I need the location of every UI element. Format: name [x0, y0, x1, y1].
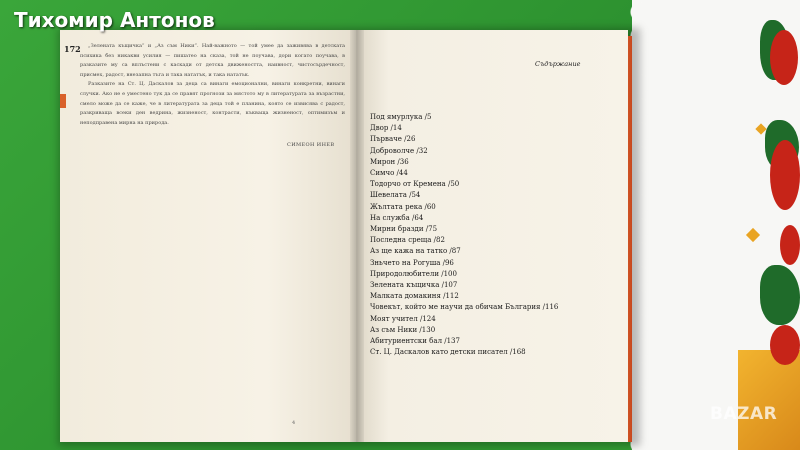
- toc-item: На служба /64: [370, 213, 424, 222]
- red-decoration: [780, 225, 800, 265]
- toc-item: Зньчето на Рогуша /96: [370, 258, 454, 267]
- toc-item: Доброволче /32: [370, 146, 428, 155]
- toc-item: Мирон /36: [370, 157, 409, 166]
- red-decoration: [770, 325, 800, 365]
- toc-item: Двор /14: [370, 124, 402, 133]
- toc-item: Аз съм Ники /130: [370, 325, 436, 334]
- page-footer-mark: 4: [292, 420, 296, 426]
- bazar-logo: BAZAR: [710, 404, 778, 424]
- toc-item: Шевелата /54: [370, 191, 421, 200]
- toc-item: Човекът, който ме научи да обичам България /116: [370, 303, 559, 312]
- toc-item: Моят учител /124: [370, 314, 436, 323]
- toc-item: Жълтата река /60: [370, 202, 436, 211]
- toc-item: Аз ще кажа на татко /87: [370, 247, 461, 256]
- page-number: 172: [64, 44, 81, 54]
- seller-watermark: Тихомир Антонов: [14, 8, 215, 32]
- toc-heading: Съдържание: [535, 60, 581, 68]
- page-marker: [60, 94, 66, 108]
- toc-item: Под ямурлука /5: [370, 113, 432, 121]
- paragraph: „Зелената къщичка“ и „Аз съм Ники“. Най-важното — той умее да заживява в детската психика без никакви усилия — пишатео на сказа, той не поучава, дори когато поучава, в разказите му са вплъстени с каскади от детска движеността, наивност, чистосърдечност, присмех, радост, внезапна тъга и така нататък, и така нататък.: [80, 43, 345, 78]
- toc-item: Последна среща /82: [370, 236, 445, 245]
- toc-item: Мирни бразди /75: [370, 225, 438, 234]
- toc-item: Малката домакиня /112: [370, 292, 459, 301]
- toc-item: Абитуриентски бал /137: [370, 337, 460, 346]
- red-decoration: [770, 140, 800, 210]
- toc-item: Ст. Ц. Даскалов като детски писател /168: [370, 348, 526, 357]
- author-signature: СИМЕОН ИНЕВ: [287, 142, 335, 148]
- paragraph: Разказите на Ст. Ц. Даскалов за деца са винаги емоционални, винаги конкретни, винаги случки. Ако не е уместено тук да се правят прогнози за мястото му в литературата за възрастни, смело може да се каже, че в литературата за деца той е планина, която се извисява с радост, разкриваща всеки ден ведрина, жизненост, контрасти, къкваща жизненост, оптимизъм и неподправена мирна на природа.: [80, 81, 345, 126]
- table-of-contents: [370, 112, 558, 358]
- toc-item: Зелената къщичка /107: [370, 281, 458, 290]
- red-decoration: [770, 30, 798, 85]
- left-page-text: [80, 42, 345, 128]
- gold-ornament: [738, 350, 800, 450]
- toc-item: Първаче /26: [370, 135, 416, 144]
- toc-item: Природолюбители /100: [370, 269, 457, 278]
- toc-item: Симчо /44: [370, 169, 408, 178]
- book-spine: [350, 30, 364, 442]
- toc-item: Тодорчо от Кремена /50: [370, 180, 460, 189]
